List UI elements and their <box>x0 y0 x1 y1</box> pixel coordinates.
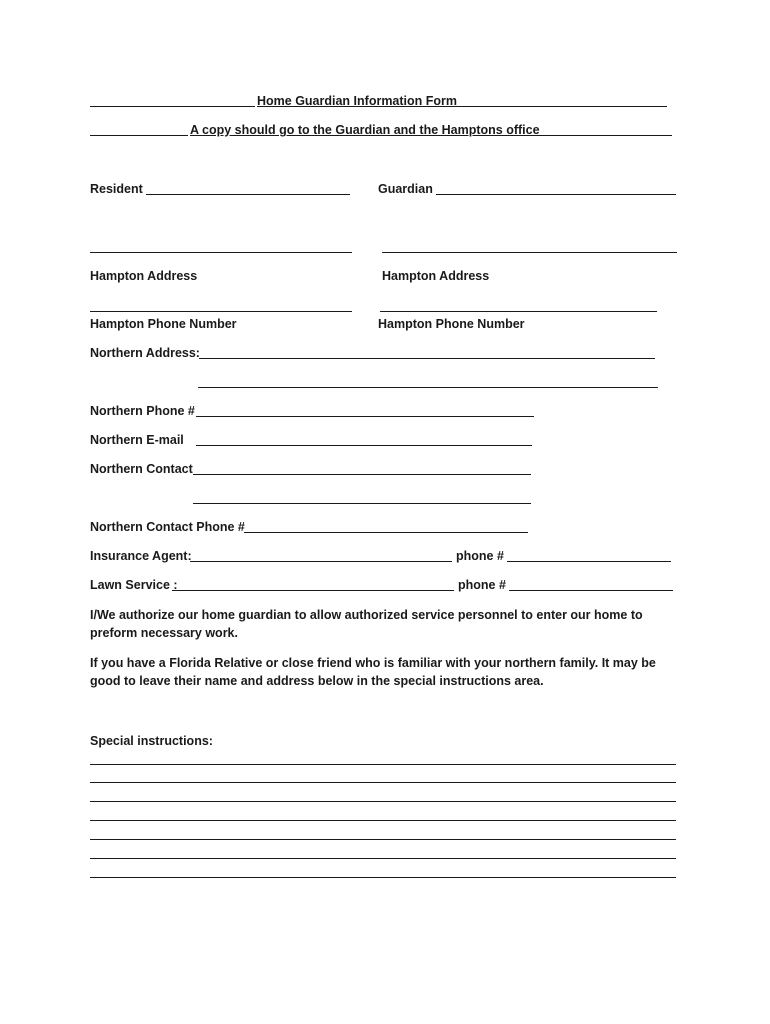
northern-contact-phone-label: Northern Contact Phone # <box>90 520 245 534</box>
lawn-service-field[interactable] <box>172 590 454 591</box>
northern-address-label: Northern Address: <box>90 346 200 360</box>
special-instructions-line-7[interactable] <box>90 877 676 878</box>
title-underline-left <box>90 106 255 107</box>
special-instructions-label: Special instructions: <box>90 734 213 748</box>
resident-label: Resident <box>90 182 143 196</box>
authorization-statement: I/We authorize our home guardian to allow authorized service personnel to enter our home to preform necessary work. <box>90 608 643 640</box>
resident-hampton-phone-field[interactable] <box>90 311 352 312</box>
resident-hampton-address-field[interactable] <box>90 252 352 253</box>
insurance-agent-label: Insurance Agent: <box>90 549 192 563</box>
special-instructions-line-5[interactable] <box>90 839 676 840</box>
resident-hampton-phone-label: Hampton Phone Number <box>90 317 237 331</box>
form-title: Home Guardian Information Form <box>257 94 458 108</box>
special-instructions-line-1[interactable] <box>90 764 676 765</box>
subtitle-underline-left <box>90 135 188 136</box>
special-instructions-line-6[interactable] <box>90 858 676 859</box>
subtitle-underline-right <box>530 135 672 136</box>
lawn-phone-field[interactable] <box>509 590 673 591</box>
northern-contact-phone-field[interactable] <box>244 532 528 533</box>
special-instructions-line-4[interactable] <box>90 820 676 821</box>
guardian-hampton-address-label: Hampton Address <box>382 269 490 283</box>
insurance-agent-field[interactable] <box>190 561 452 562</box>
insurance-phone-label: phone # <box>456 549 504 563</box>
northern-address-field[interactable] <box>199 358 655 359</box>
resident-hampton-address-label: Hampton Address <box>90 269 198 283</box>
guardian-label: Guardian <box>378 182 433 196</box>
lawn-service-label: Lawn Service : <box>90 578 178 592</box>
relative-note: If you have a Florida Relative or close friend who is familiar with your northern family. It may be good to leave their name and address below in the special instructions area. <box>90 656 656 688</box>
form-subtitle: A copy should go to the Guardian and the Hamptons office <box>190 123 540 137</box>
northern-contact-label: Northern Contact <box>90 462 193 476</box>
resident-field[interactable] <box>146 194 350 195</box>
northern-email-label: Northern E-mail <box>90 433 184 447</box>
northern-contact-field[interactable] <box>193 474 531 475</box>
special-instructions-line-3[interactable] <box>90 801 676 802</box>
title-underline-right <box>452 106 667 107</box>
guardian-field[interactable] <box>436 194 676 195</box>
guardian-hampton-phone-label: Hampton Phone Number <box>378 317 525 331</box>
northern-email-field[interactable] <box>196 445 532 446</box>
northern-address-field-2[interactable] <box>198 387 658 388</box>
northern-phone-field[interactable] <box>196 416 534 417</box>
guardian-hampton-address-field[interactable] <box>382 252 677 253</box>
insurance-phone-field[interactable] <box>507 561 671 562</box>
special-instructions-line-2[interactable] <box>90 782 676 783</box>
guardian-hampton-phone-field[interactable] <box>380 311 657 312</box>
northern-contact-field-2[interactable] <box>193 503 531 504</box>
northern-phone-label: Northern Phone # <box>90 404 195 418</box>
lawn-phone-label: phone # <box>458 578 506 592</box>
